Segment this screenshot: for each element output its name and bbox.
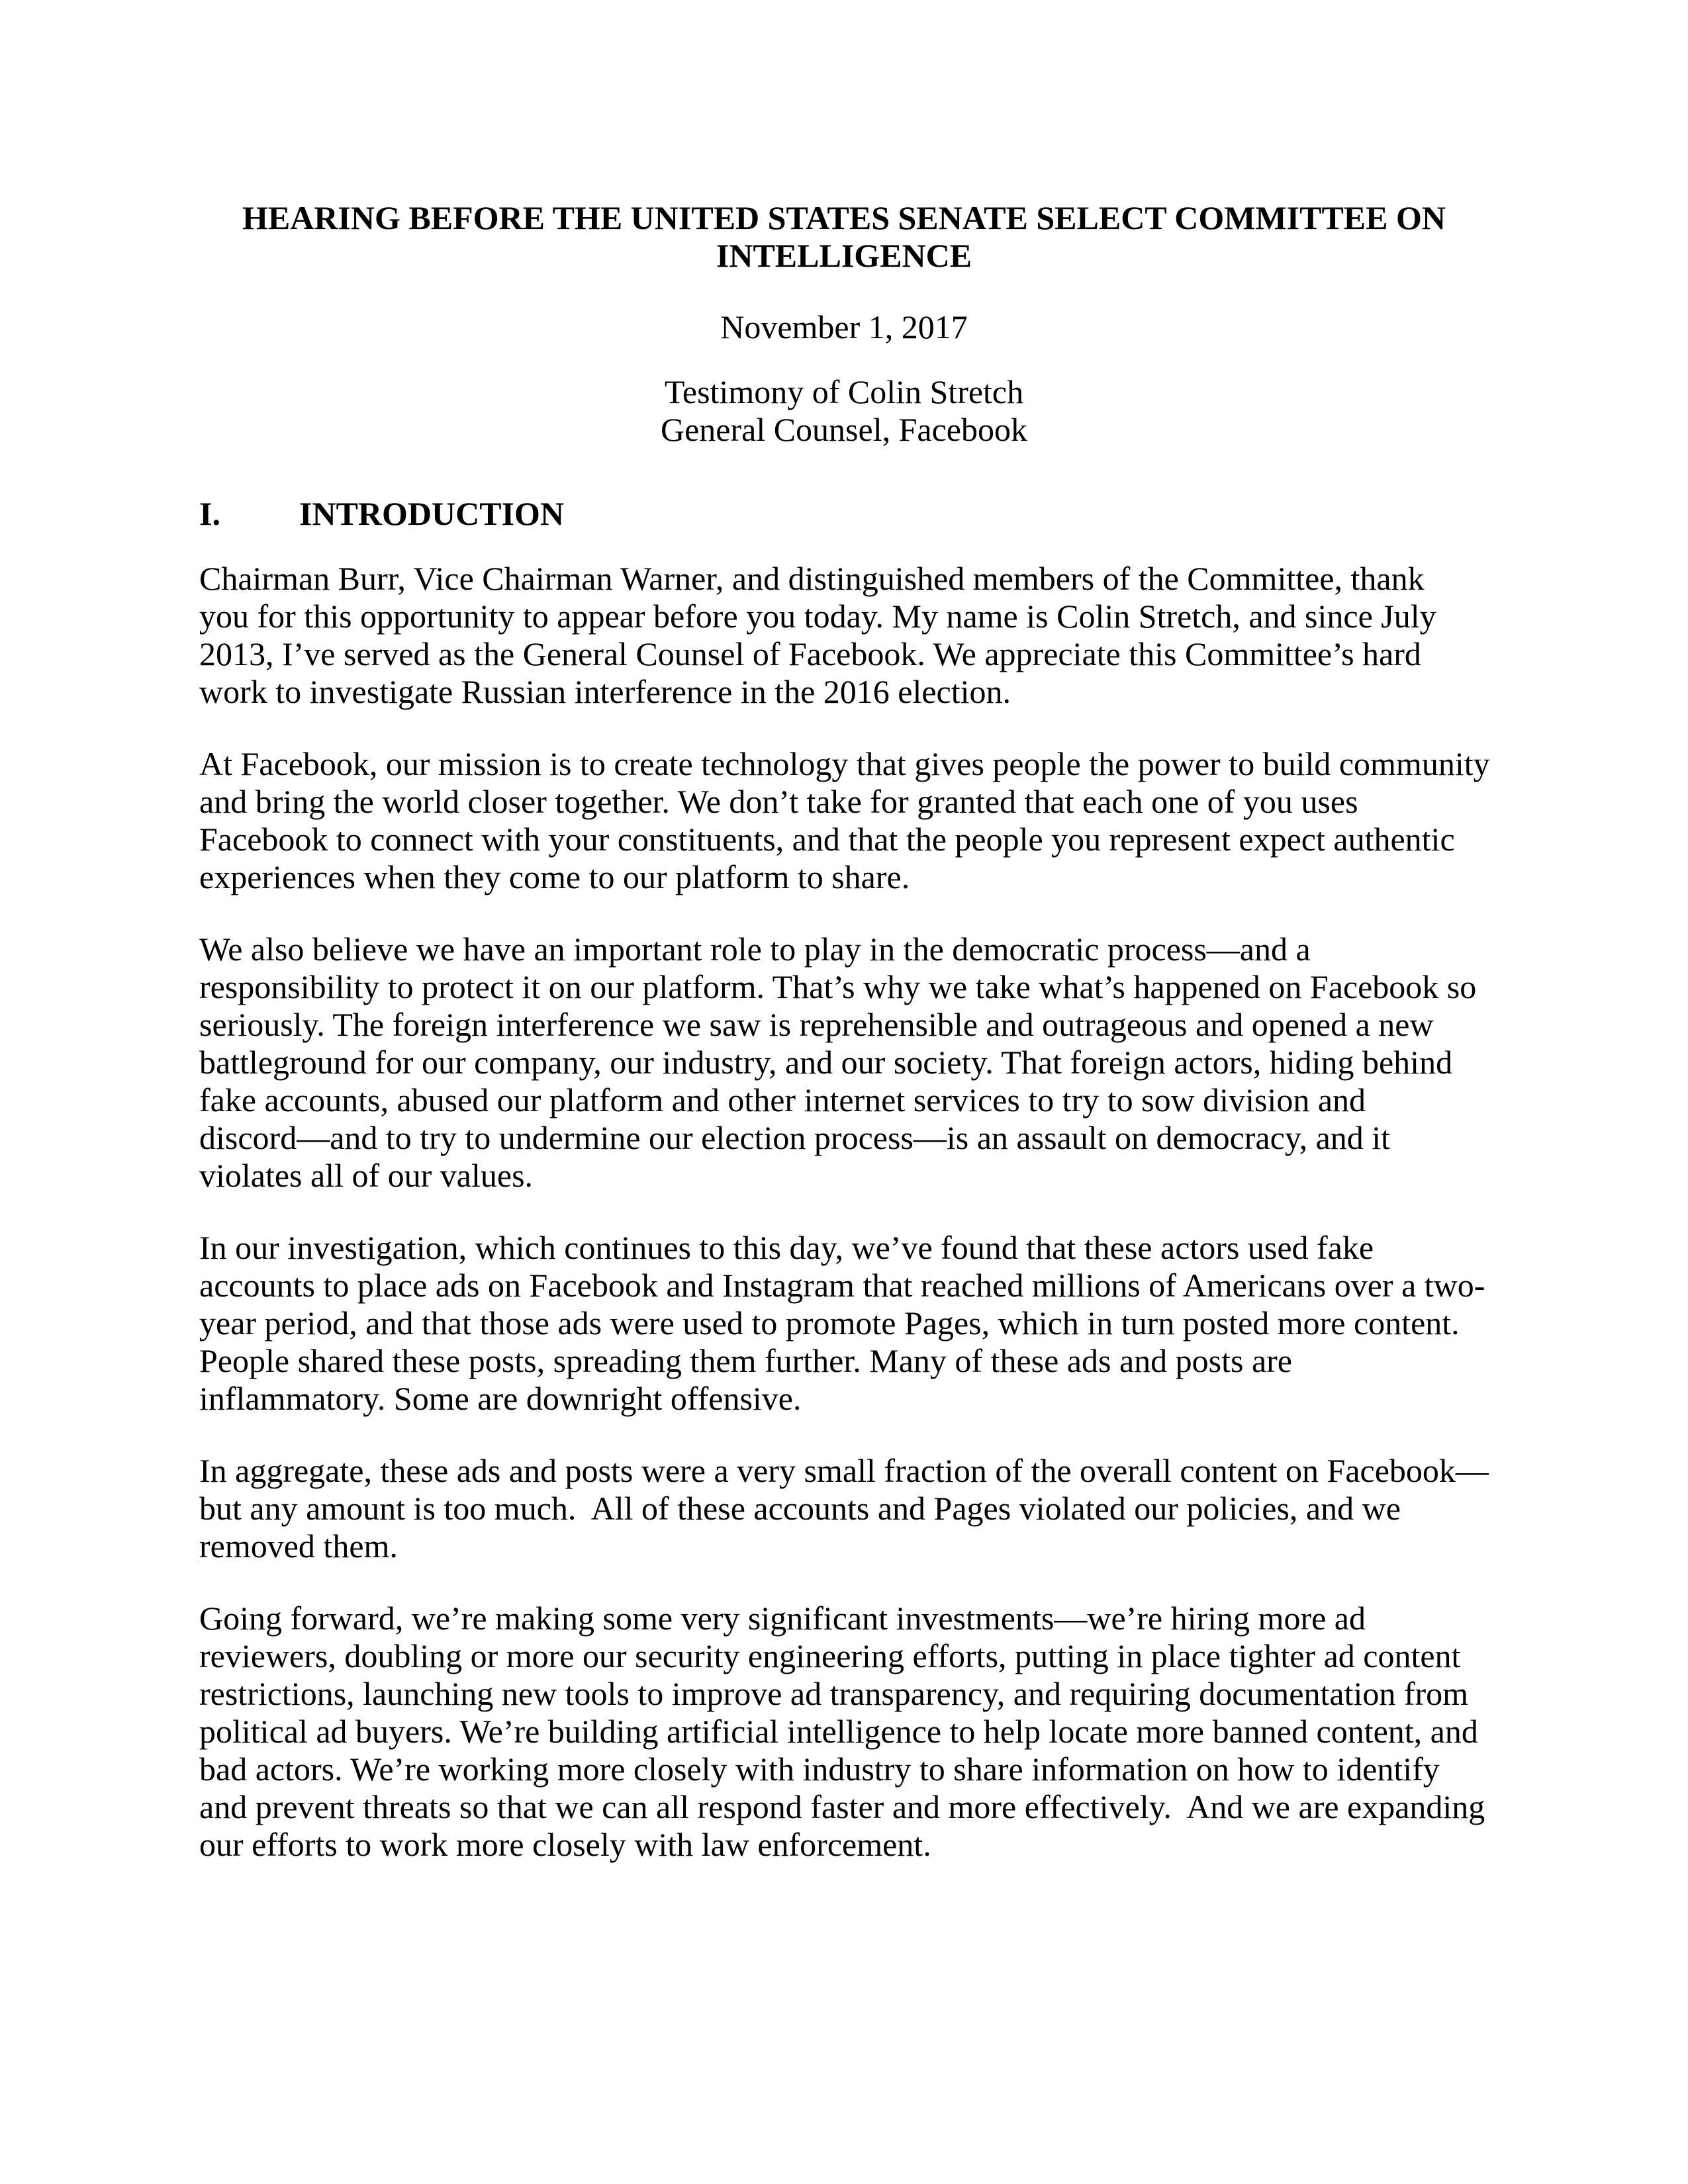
paragraph-line: our efforts to work more closely with law enforcement. <box>199 1826 931 1863</box>
hearing-title-line-1: HEARING BEFORE THE UNITED STATES SENATE SELECT COMMITTEE ON <box>242 199 1446 236</box>
paragraph-line: work to investigate Russian interference in the 2016 election. <box>199 673 1011 710</box>
paragraph-4 <box>199 1229 1490 1418</box>
paragraph-line: removed them. <box>199 1527 398 1565</box>
paragraph-3 <box>199 931 1490 1195</box>
paragraph-line: year period, and that those ads were used to promote Pages, which in turn posted more content. <box>199 1304 1460 1342</box>
paragraph-line: battleground for our company, our industry, and our society. That foreign actors, hiding behind <box>199 1044 1453 1081</box>
paragraph-line: Chairman Burr, Vice Chairman Warner, and distinguished members of the Committee, thank <box>199 560 1425 597</box>
witness-name: Testimony of Colin Stretch <box>664 373 1024 410</box>
paragraph-line: reviewers, doubling or more our security engineering efforts, putting in place tighter ad content <box>199 1637 1461 1674</box>
section-number: I. <box>199 495 220 532</box>
paragraph-line: 2013, I’ve served as the General Counsel of Facebook. We appreciate this Committee’s hard <box>199 635 1421 672</box>
witness-title: General Counsel, Facebook <box>660 411 1027 448</box>
paragraph-1 <box>199 560 1490 711</box>
paragraph-line: experiences when they come to our platform to share. <box>199 858 910 895</box>
paragraph-line: inflammatory. Some are downright offensive. <box>199 1380 802 1417</box>
paragraph-line: bad actors. We’re working more closely with industry to share information on how to identify <box>199 1751 1440 1788</box>
hearing-date: November 1, 2017 <box>720 308 968 345</box>
paragraph-line: violates all of our values. <box>199 1157 534 1194</box>
paragraph-line: but any amount is too much. All of these accounts and Pages violated our policies, and we <box>199 1490 1401 1527</box>
paragraph-line: At Facebook, our mission is to create technology that gives people the power to build community <box>199 745 1490 782</box>
paragraph-line: In aggregate, these ads and posts were a very small fraction of the overall content on Facebook— <box>199 1452 1489 1489</box>
paragraph-line: discord—and to try to undermine our election process—is an assault on democracy, and it <box>199 1119 1391 1156</box>
paragraph-line: Facebook to connect with your constituents, and that the people you represent expect authentic <box>199 821 1455 858</box>
paragraph-2 <box>199 745 1490 896</box>
paragraph-line: and bring the world closer together. We don’t take for granted that each one of you uses <box>199 783 1358 820</box>
paragraph-line: accounts to place ads on Facebook and Instagram that reached millions of Americans over a two- <box>199 1267 1485 1304</box>
paragraph-line: restrictions, launching new tools to improve ad transparency, and requiring documentation from <box>199 1675 1469 1712</box>
hearing-title-line-2: INTELLIGENCE <box>716 237 972 274</box>
paragraph-line: Going forward, we’re making some very significant investments—we’re hiring more ad <box>199 1600 1366 1637</box>
section-title: INTRODUCTION <box>299 495 565 532</box>
paragraph-line: you for this opportunity to appear before you today. My name is Colin Stretch, and since July <box>199 598 1436 635</box>
paragraph-line: People shared these posts, spreading them further. Many of these ads and posts are <box>199 1342 1292 1379</box>
paragraph-line: In our investigation, which continues to this day, we’ve found that these actors used fake <box>199 1229 1374 1266</box>
paragraph-line: seriously. The foreign interference we saw is reprehensible and outrageous and opened a new <box>199 1006 1434 1043</box>
paragraph-line: We also believe we have an important role to play in the democratic process—and a <box>199 931 1311 968</box>
paragraph-line: responsibility to protect it on our platform. That’s why we take what’s happened on Facebook so <box>199 968 1477 1005</box>
paragraph-5 <box>199 1452 1490 1565</box>
paragraph-line: fake accounts, abused our platform and other internet services to try to sow division and <box>199 1081 1366 1118</box>
paragraph-line: political ad buyers. We’re building artificial intelligence to help locate more banned content, and <box>199 1713 1478 1750</box>
paragraph-6 <box>199 1600 1490 1864</box>
paragraph-line: and prevent threats so that we can all respond faster and more effectively. And we are expanding <box>199 1788 1485 1825</box>
